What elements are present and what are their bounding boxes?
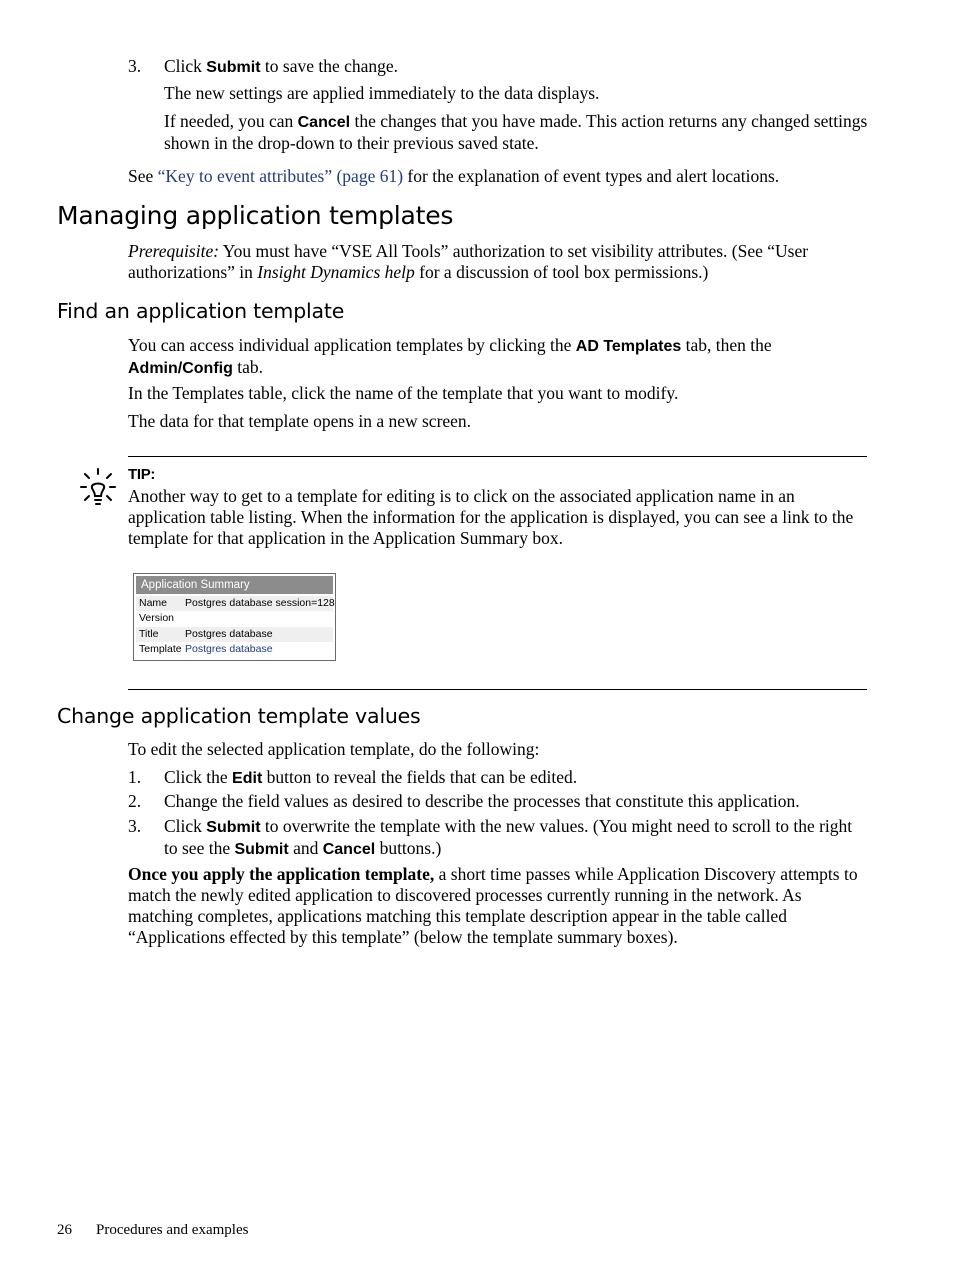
tip-label: TIP: (128, 466, 156, 483)
template-link[interactable]: Postgres database (185, 643, 273, 655)
prerequisite-text: Prerequisite: You must have “VSE All Tools” authorization to set visibility attributes. (See “User authorizations” in Insight Dynamics help for a discussion of tool box permissions.) (128, 241, 809, 282)
find-paragraph-3: The data for that template opens in a new screen. (128, 411, 472, 431)
find-paragraph-2: In the Templates table, click the name of the template that you want to modify. (128, 383, 679, 403)
subsection-title-find: Find an application template (57, 299, 345, 323)
edit-button-ref: Edit (232, 770, 263, 787)
tip-top-rule (128, 456, 867, 457)
change-final-paragraph: Once you apply the application template, a short time passes while Application Discovery attempts to match the newly edited application to discovered processes currently running in the network. As matching completes, applications matching this template description appear in the table called “Applications effected by this template” (below the template summary boxes). (128, 864, 858, 947)
tip-text: Another way to get to a template for editing is to click on the associated application name in an application table listing. When the information for the application is displayed, you can see a link to the template for that application in the Application Summary box. (128, 486, 854, 548)
table-row (136, 642, 333, 657)
submit-button-ref: Submit (206, 59, 261, 76)
table-row (136, 627, 333, 642)
section-title-managing: Managing application templates (57, 201, 454, 230)
list-number: 3. (128, 56, 142, 76)
intro-step-3: Click Submit to save the change. (164, 56, 399, 76)
list-number: 2. (128, 791, 142, 811)
list-number: 1. (128, 767, 142, 787)
cancel-button-ref: Cancel (322, 841, 376, 858)
application-summary-header: Application Summary (136, 576, 333, 594)
event-attributes-link[interactable]: “Key to event attributes” (page 61) (157, 166, 404, 186)
change-step-3: Click Submit to overwrite the template with the new values. (You might need to scroll to the right to see the Submit and Cancel buttons.) (164, 816, 853, 858)
lightbulb-icon (80, 468, 116, 508)
applied-text: The new settings are applied immediately to the data displays. (164, 83, 600, 103)
admin-config-tab-ref: Admin/Config (128, 360, 233, 377)
find-paragraph-1: You can access individual application templates by clicking the AD Templates tab, then the Admin/Config tab. (128, 335, 772, 377)
footer-section: Procedures and examples (96, 1222, 249, 1238)
table-row (136, 611, 333, 626)
see-also-text: See “Key to event attributes” (page 61) for the explanation of event types and alert locations. (128, 166, 780, 186)
submit-button-ref: Submit (234, 841, 289, 858)
row-key: Template (139, 643, 182, 655)
change-step-1: Click the Edit button to reveal the fields that can be edited. (164, 767, 578, 787)
row-value: Postgres database session=128 (185, 597, 335, 609)
cancel-button-ref: Cancel (297, 114, 351, 131)
change-step-2: Change the field values as desired to describe the processes that constitute this application. (164, 791, 800, 811)
row-key: Title (139, 628, 159, 640)
tip-bottom-rule (128, 689, 867, 690)
cancel-text: If needed, you can Cancel the changes that you have made. This action returns any changed settings shown in the drop-down to their previous saved state. (164, 111, 868, 153)
row-key: Name (139, 597, 168, 609)
table-row (136, 596, 333, 611)
ad-templates-tab-ref: AD Templates (575, 338, 682, 355)
submit-button-ref: Submit (206, 819, 261, 836)
row-key: Version (139, 612, 175, 624)
page-number: 26 (57, 1222, 72, 1238)
list-number: 3. (128, 816, 142, 836)
change-intro: To edit the selected application template, do the following: (128, 739, 540, 759)
row-value: Postgres database (185, 628, 273, 640)
application-summary-box (133, 573, 336, 661)
subsection-title-change: Change application template values (57, 704, 421, 728)
